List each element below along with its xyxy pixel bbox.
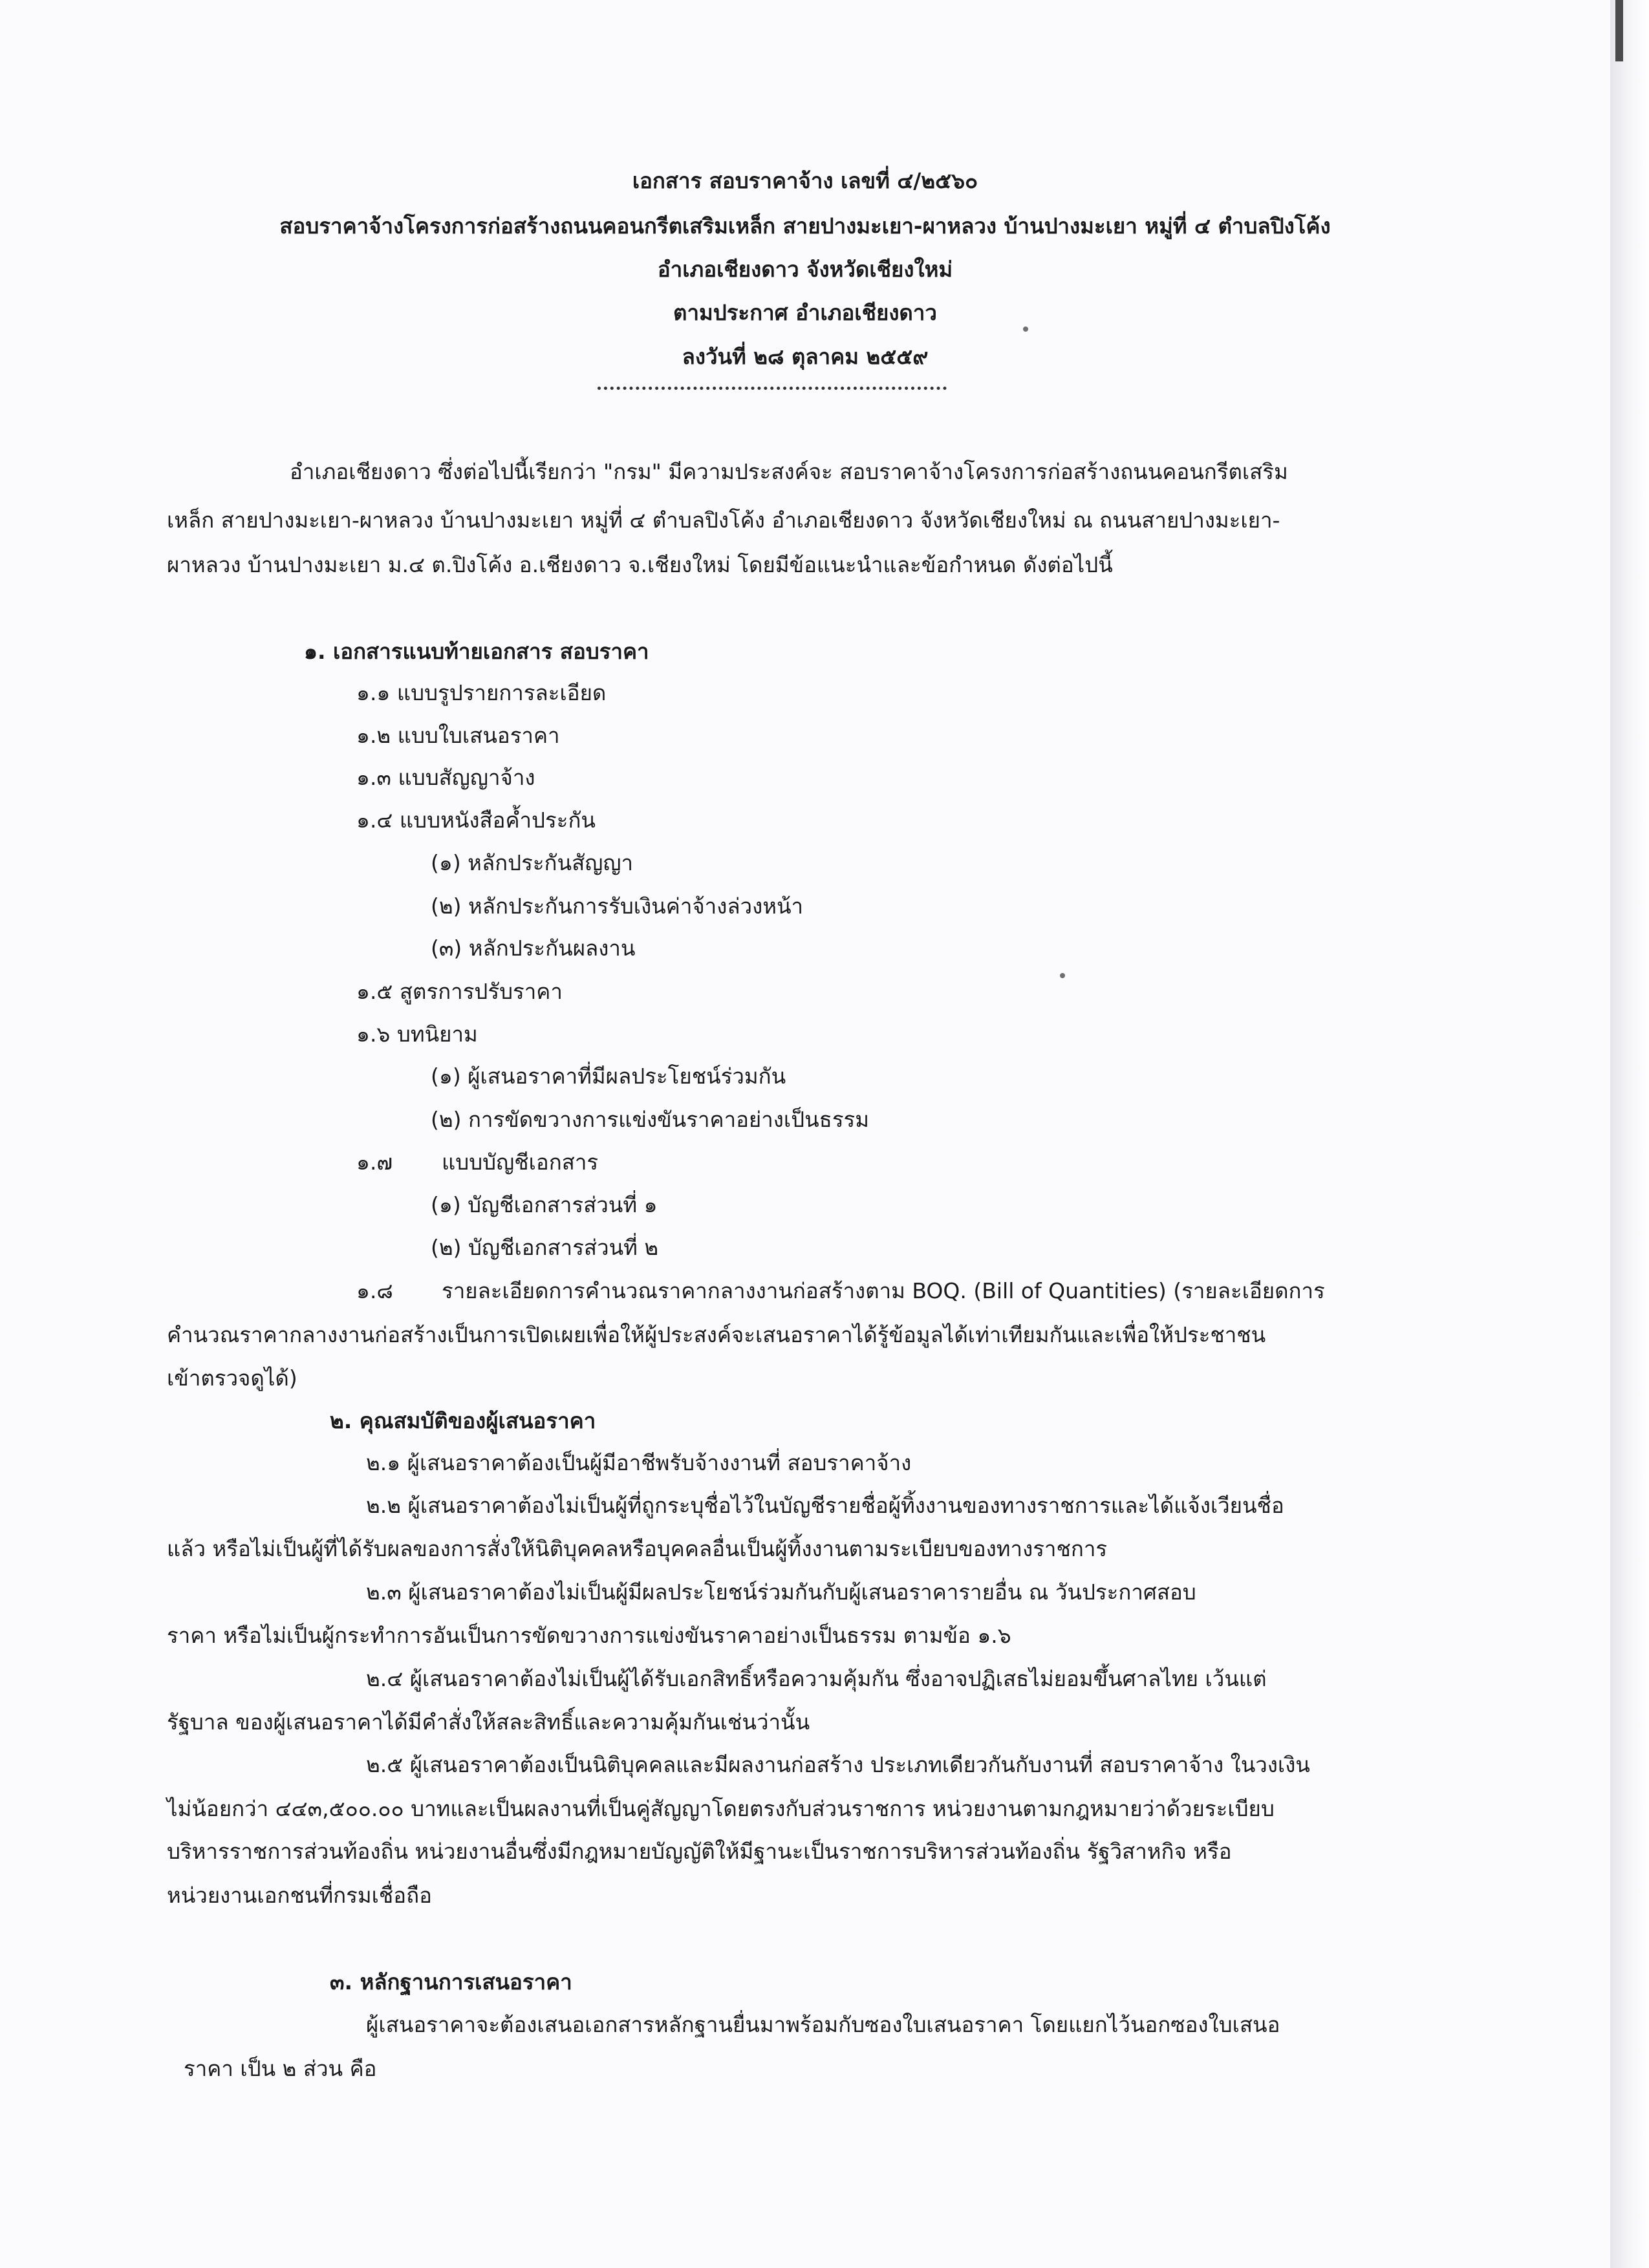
section-1-heading: ๑. เอกสารแนบท้ายเอกสาร สอบราคา <box>304 639 649 664</box>
scan-speck <box>1023 326 1028 332</box>
section-2-heading: ๒. คุณสมบัติของผู้เสนอราคา <box>330 1408 596 1433</box>
item-1-3: ๑.๓ แบบสัญญาจ้าง <box>356 765 535 790</box>
doc-subtitle: สอบราคาจ้างโครงการก่อสร้างถนนคอนกรีตเสริมเหล็ก สายปางมะเยา-ผาหลวง บ้านปางมะเยา หมู่ที่ ๔ ตำบลปิงโค้ง <box>279 213 1331 239</box>
item-2-5-line-3: บริหารราชการส่วนท้องถิ่น หน่วยงานอื่นซึ่งมีกฎหมายบัญญัติให้มีฐานะเป็นราชการบริหารส่วนท้องถิ่น รัฐวิสาหกิจ หรือ <box>167 1839 1232 1864</box>
item-2-3: ๒.๓ ผู้เสนอราคาต้องไม่เป็นผู้มีผลประโยชน์ร่วมกันกับผู้เสนอราคารายอื่น ณ วันประกาศสอบ <box>366 1579 1196 1605</box>
item-2-4: ๒.๔ ผู้เสนอราคาต้องไม่เป็นผู้ได้รับเอกสิทธิ์หรือความคุ้มกัน ซึ่งอาจปฏิเสธไม่ยอมขึ้นศาลไทย เว้นแต่ <box>366 1666 1267 1691</box>
item-1-4-3: (๓) หลักประกันผลงาน <box>431 936 636 961</box>
section-3-heading: ๓. หลักฐานการเสนอราคา <box>330 1969 572 1995</box>
doc-district: อำเภอเชียงดาว จังหวัดเชียงใหม่ <box>657 257 953 282</box>
item-2-2: ๒.๒ ผู้เสนอราคาต้องไม่เป็นผู้ที่ถูกระบุชื่อไว้ในบัญชีรายชื่อผู้ทิ้งงานของทางราชการและได้แจ้งเวียนชื่อ <box>366 1493 1284 1518</box>
item-1-2: ๑.๒ แบบใบเสนอราคา <box>356 723 560 748</box>
section-3-paragraph-line-2: ราคา เป็น ๒ ส่วน คือ <box>184 2056 377 2081</box>
item-1-5: ๑.๕ สูตรการปรับราคา <box>356 979 563 1004</box>
scan-corner-mark <box>1615 0 1623 61</box>
intro-line-1: อำเภอเชียงดาว ซึ่งต่อไปนี้เรียกว่า "กรม" มีความประสงค์จะ สอบราคาจ้างโครงการก่อสร้างถนนคอนกรีตเสริม <box>290 459 1288 484</box>
item-1-7-2: (๒) บัญชีเอกสารส่วนที่ ๒ <box>431 1235 659 1260</box>
item-2-5: ๒.๕ ผู้เสนอราคาต้องเป็นนิติบุคคลและมีผลงานก่อสร้าง ประเภทเดียวกันกับงานที่ สอบราคาจ้าง ในวงเงิน <box>366 1752 1310 1777</box>
item-1-8-line-2: คำนวณราคากลางงานก่อสร้างเป็นการเปิดเผยเพื่อให้ผู้ประสงค์จะเสนอราคาได้รู้ข้อมูลได้เท่าเทียมกันและเพื่อให้ประชาชน <box>167 1322 1266 1347</box>
intro-line-2: เหล็ก สายปางมะเยา-ผาหลวง บ้านปางมะเยา หมู่ที่ ๔ ตำบลปิงโค้ง อำเภอเชียงดาว จังหวัดเชียงใหม่ ณ ถนนสายปางมะเยา- <box>167 508 1280 533</box>
page-edge-shadow <box>1610 0 1649 2268</box>
item-1-6: ๑.๖ บทนิยาม <box>356 1022 478 1047</box>
doc-title: เอกสาร สอบราคาจ้าง เลขที่ ๔/๒๕๖๐ <box>632 168 978 193</box>
item-1-8-number: ๑.๘ <box>356 1278 393 1303</box>
item-1-1: ๑.๑ แบบรูปรายการละเอียด <box>356 680 607 705</box>
item-1-7: แบบบัญชีเอกสาร <box>442 1150 599 1175</box>
item-2-1: ๒.๑ ผู้เสนอราคาต้องเป็นผู้มีอาชีพรับจ้างงานที่ สอบราคาจ้าง <box>366 1450 912 1475</box>
item-1-8-line-3: เข้าตรวจดูได้) <box>167 1365 297 1391</box>
dotted-separator <box>598 387 947 390</box>
item-2-2-line-2: แล้ว หรือไม่เป็นผู้ที่ได้รับผลของการสั่งให้นิติบุคคลหรือบุคคลอื่นเป็นผู้ทิ้งงานตามระเบียบของทางราชการ <box>167 1536 1108 1561</box>
item-1-7-1: (๑) บัญชีเอกสารส่วนที่ ๑ <box>431 1192 658 1217</box>
item-1-8: รายละเอียดการคำนวณราคากลางงานก่อสร้างตาม BOQ. (Bill of Quantities) (รายละเอียดการ <box>442 1278 1325 1303</box>
intro-line-3: ผาหลวง บ้านปางมะเยา ม.๔ ต.ปิงโค้ง อ.เชียงดาว จ.เชียงใหม่ โดยมีข้อแนะนำและข้อกำหนด ดังต่อไปนี้ <box>167 552 1113 577</box>
item-1-7-number: ๑.๗ <box>356 1150 393 1175</box>
scan-speck <box>1060 973 1065 978</box>
item-1-6-2: (๒) การขัดขวางการแข่งขันราคาอย่างเป็นธรรม <box>431 1107 870 1132</box>
item-1-4-1: (๑) หลักประกันสัญญา <box>431 850 633 875</box>
item-1-4-2: (๒) หลักประกันการรับเงินค่าจ้างล่วงหน้า <box>431 893 804 919</box>
item-2-4-line-2: รัฐบาล ของผู้เสนอราคาได้มีคำสั่งให้สละสิทธิ์และความคุ้มกันเช่นว่านั้น <box>167 1709 810 1735</box>
doc-date: ลงวันที่ ๒๘ ตุลาคม ๒๕๕๙ <box>682 344 929 369</box>
doc-announcement: ตามประกาศ อำเภอเชียงดาว <box>673 300 937 325</box>
section-3-paragraph: ผู้เสนอราคาจะต้องเสนอเอกสารหลักฐานยื่นมาพร้อมกับซองใบเสนอราคา โดยแยกไว้นอกซองใบเสนอ <box>366 2012 1280 2037</box>
item-2-3-line-2: ราคา หรือไม่เป็นผู้กระทำการอันเป็นการขัดขวางการแข่งขันราคาอย่างเป็นธรรม ตามข้อ ๑.๖ <box>167 1623 1011 1648</box>
item-2-5-line-2: ไม่น้อยกว่า ๔๔๓,๕๐๐.๐๐ บาทและเป็นผลงานที่เป็นคู่สัญญาโดยตรงกับส่วนราชการ หน่วยงานตามกฎหมายว่าด้วยระเบียบ <box>167 1796 1275 1821</box>
item-1-6-1: (๑) ผู้เสนอราคาที่มีผลประโยชน์ร่วมกัน <box>431 1064 786 1089</box>
item-1-4: ๑.๔ แบบหนังสือค้ำประกัน <box>356 808 596 833</box>
item-2-5-line-4: หน่วยงานเอกชนที่กรมเชื่อถือ <box>167 1883 432 1908</box>
